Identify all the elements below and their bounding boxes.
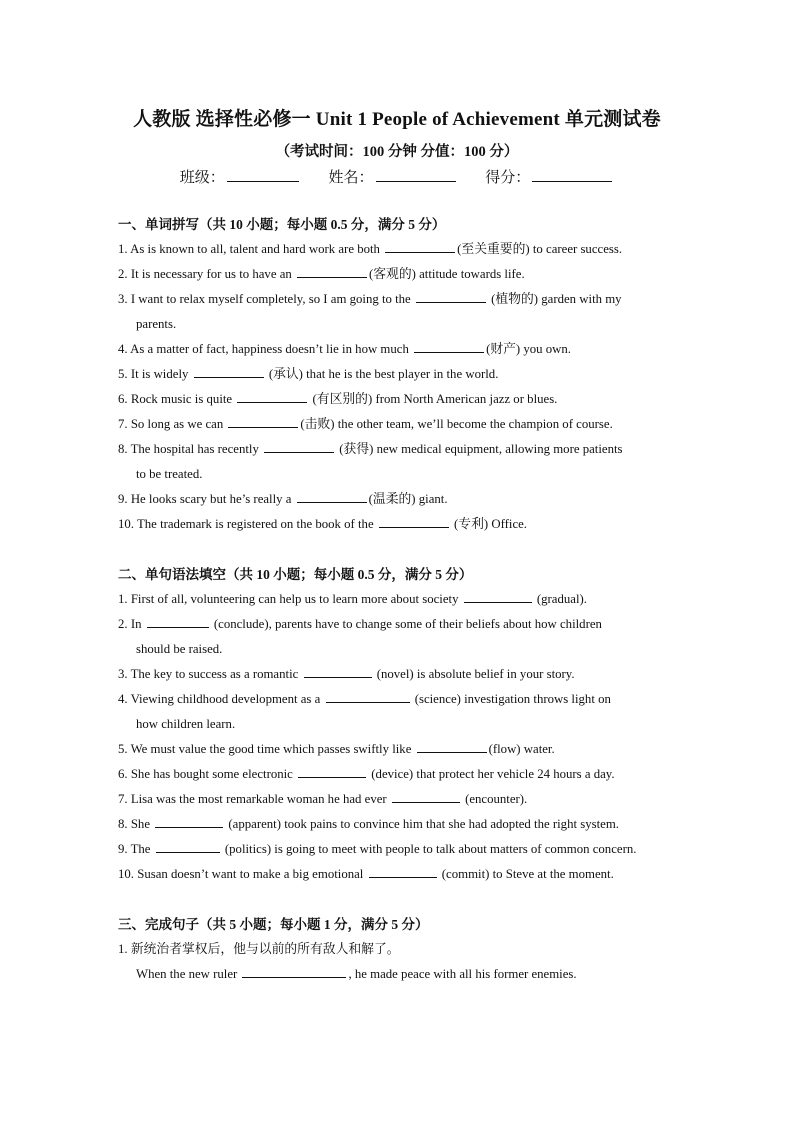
question-item: 2. In (conclude), parents have to change some of their beliefs about how children should be raised. — [118, 612, 678, 662]
question-item: 9. He looks scary but he’s really a (温柔的) giant. — [118, 487, 678, 512]
question-item: 1. 新统治者掌权后，他与以前的所有敌人和解了。 — [118, 942, 400, 956]
answer-blank[interactable] — [379, 513, 449, 528]
name-label: 姓名： — [328, 170, 374, 186]
question-item: 10. The trademark is registered on the book of the (专利) Office. — [118, 512, 678, 537]
answer-blank[interactable] — [264, 438, 334, 453]
answer-blank[interactable] — [237, 388, 307, 403]
question-item: 2. It is necessary for us to have an (客观的) attitude towards life. — [118, 262, 678, 287]
question-item: 7. So long as we can (击败) the other team, we’ll become the champion of course. — [118, 412, 678, 437]
score-blank[interactable] — [532, 167, 612, 182]
name-field — [328, 170, 457, 186]
section-grammar-fill — [118, 562, 678, 887]
page-title: 人教版 选择性必修一 Unit 1 People of Achievement 单元测试卷 — [133, 109, 661, 130]
answer-blank[interactable] — [298, 763, 366, 778]
answer-blank[interactable] — [416, 288, 486, 303]
answer-blank[interactable] — [147, 613, 209, 628]
answer-blank[interactable] — [242, 963, 346, 978]
student-info-line — [0, 166, 794, 187]
class-blank[interactable] — [227, 167, 299, 182]
answer-blank[interactable] — [304, 663, 372, 678]
question-item: 3. The key to success as a romantic (novel) is absolute belief in your story. — [118, 662, 678, 687]
exam-time-score: （考试时间：100 分钟 分值：100 分） — [275, 144, 519, 160]
question-item: 6. Rock music is quite (有区别的) from North American jazz or blues. — [118, 387, 678, 412]
answer-blank[interactable] — [392, 788, 460, 803]
name-blank[interactable] — [376, 167, 456, 182]
answer-blank[interactable] — [228, 413, 298, 428]
class-label: 班级： — [179, 170, 225, 186]
answer-blank[interactable] — [194, 363, 264, 378]
question-item: 9. The (politics) is going to meet with people to talk about matters of common concern. — [118, 837, 678, 862]
answer-blank[interactable] — [155, 813, 223, 828]
answer-blank[interactable] — [369, 863, 437, 878]
question-item: 6. She has bought some electronic (device) that protect her vehicle 24 hours a day. — [118, 762, 678, 787]
question-item: 7. Lisa was the most remarkable woman he had ever (encounter). — [118, 787, 678, 812]
question-item: 3. I want to relax myself completely, so I am going to the (植物的) garden with my parents. — [118, 287, 678, 337]
answer-blank[interactable] — [297, 488, 367, 503]
question-item: 4. As a matter of fact, happiness doesn’t lie in how much (财产) you own. — [118, 337, 678, 362]
answer-blank[interactable] — [156, 838, 220, 853]
question-item: 8. The hospital has recently (获得) new medical equipment, allowing more patients to be treated. — [118, 437, 678, 487]
question-item: 4. Viewing childhood development as a (science) investigation throws light on how children learn. — [118, 687, 678, 737]
answer-blank[interactable] — [414, 338, 484, 353]
question-item: 5. It is widely (承认) that he is the best player in the world. — [118, 362, 678, 387]
answer-blank[interactable] — [297, 263, 367, 278]
answer-blank[interactable] — [385, 238, 455, 253]
answer-blank[interactable] — [417, 738, 487, 753]
question-item: 1. As is known to all, talent and hard work are both (至关重要的) to career success. — [118, 237, 678, 262]
question-item-english: When the new ruler , he made peace with all his former enemies. — [118, 962, 678, 987]
question-item: 8. She (apparent) took pains to convince him that she had adopted the right system. — [118, 812, 678, 837]
class-field — [180, 170, 301, 186]
section-title: 二、单句语法填空（共 10 小题；每小题 0.5 分，满分 5 分） — [118, 567, 473, 582]
section-word-spelling — [118, 212, 678, 537]
answer-blank[interactable] — [326, 688, 410, 703]
answer-blank[interactable] — [464, 588, 532, 603]
section-title: 三、完成句子（共 5 小题；每小题 1 分，满分 5 分） — [118, 917, 429, 932]
score-field — [485, 170, 614, 186]
question-item: 10. Susan doesn’t want to make a big emotional (commit) to Steve at the moment. — [118, 862, 678, 887]
question-item: 5. We must value the good time which passes swiftly like (flow) water. — [118, 737, 678, 762]
question-item: 1. First of all, volunteering can help us to learn more about society (gradual). — [118, 587, 678, 612]
section-title: 一、单词拼写（共 10 小题；每小题 0.5 分，满分 5 分） — [118, 217, 446, 232]
score-label: 得分： — [485, 170, 531, 186]
section-complete-sentences — [118, 912, 678, 987]
